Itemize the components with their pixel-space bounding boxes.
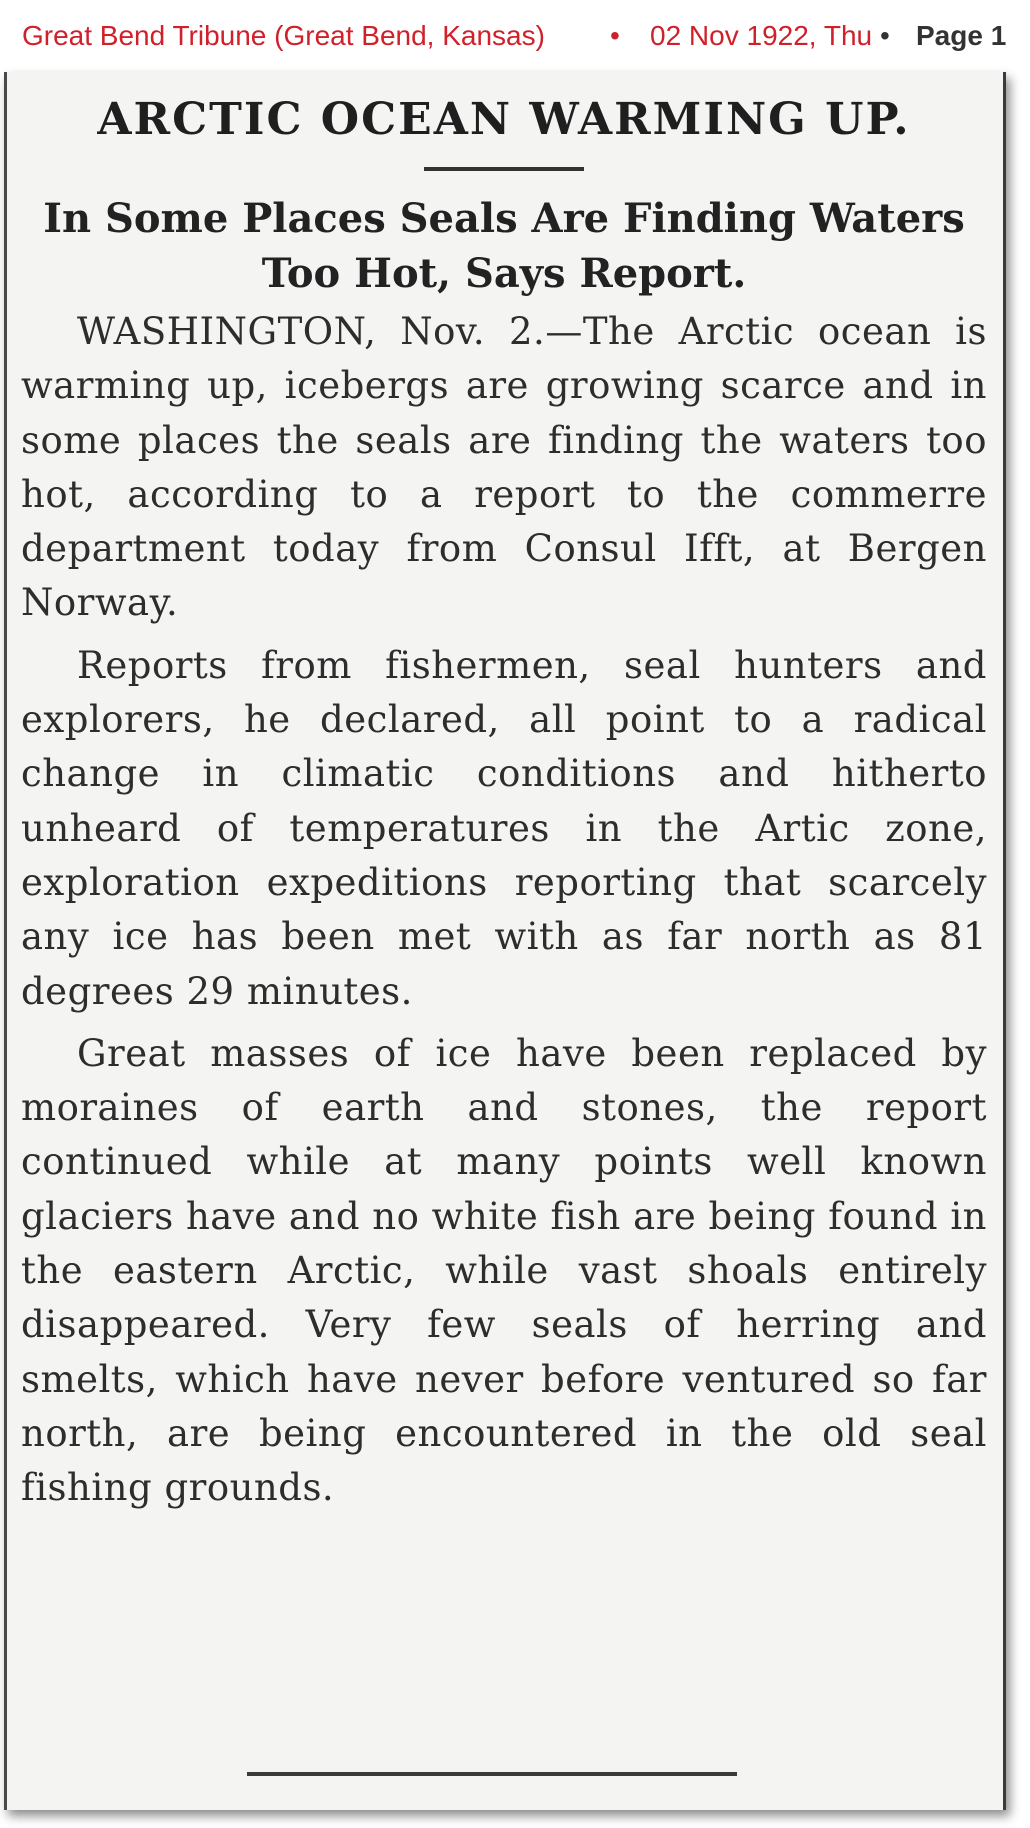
article [21, 72, 987, 1516]
article-paragraph: Reports from fishermen, seal hunters and explorers, he declared, all point to a radical change in climatic conditions and hitherto unheard of temperatures in the Artic zone, exploration expeditions reporting that scarcely any ice has been met with as far north as 81 degrees 29 minutes. [21, 643, 987, 1013]
page-number: Page 1 [916, 20, 1007, 51]
article-subheadline: In Some Places Seals Are Finding Waters Too Hot, Says Report. [43, 195, 965, 297]
headline-divider [424, 167, 584, 171]
article-paragraph: Great masses of ice have been replaced by moraines of earth and stones, the report continued while at many points well known glaciers have and no white fish are being found in the eastern Arctic, while vast shoals entirely disappeared. Very few seals of herring and smelts, which have never before ventured so far north, are being encountered in the old seal fishing grounds. [21, 1031, 987, 1510]
newspaper-clipping [4, 72, 1006, 1810]
article-headline: ARCTIC OCEAN WARMING UP. [97, 94, 911, 145]
article-paragraph: WASHINGTON, Nov. 2.—The Arctic ocean is warming up, icebergs are growing scarce and in some places the seals are finding the waters too hot, according to a report to the commerre department today from Consul Ifft, at Bergen Norway. [21, 310, 987, 625]
source-header [0, 0, 1010, 70]
separator-dot: • [610, 20, 620, 51]
publication-date: 02 Nov 1922, Thu [650, 20, 873, 51]
separator-dot: • [880, 20, 890, 51]
publication-name: Great Bend Tribune (Great Bend, Kansas) [22, 20, 545, 51]
article-end-rule [247, 1772, 737, 1776]
